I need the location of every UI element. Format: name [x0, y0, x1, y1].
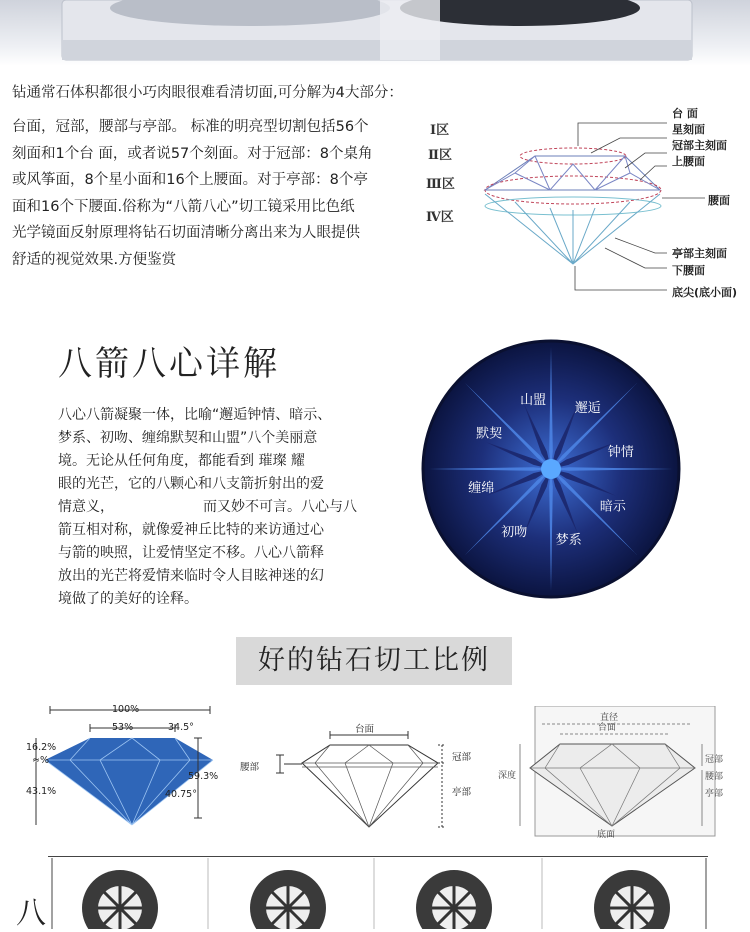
outline-label-crown: 冠部 — [452, 752, 472, 763]
blue-label-crown-angle: 34.5° — [168, 722, 194, 733]
intro-line: 舒适的视觉效果.方便鉴赏 — [12, 251, 177, 268]
hearts-image-3 — [416, 870, 492, 929]
circle-word: 缠绵 — [468, 480, 495, 496]
facet-label-star: 星刻面 — [672, 123, 705, 136]
sketch-label-crown: 冠部 — [705, 755, 724, 765]
circle-word: 梦系 — [555, 532, 582, 548]
paragraph-line: 梦系、初吻、缠绵默契和山盟”八个美丽意 — [58, 430, 318, 446]
zone-label-4: Ⅳ区 — [426, 210, 454, 225]
intro-heading: 钻通常石体积都很小巧肉眼很难看清切面,可分解为4大部分： — [12, 85, 403, 101]
sketch-label-culet: 底面 — [597, 830, 616, 840]
outline-label-pavilion: 亭部 — [452, 787, 472, 798]
blue-label-pavilion-depth: 43.1% — [26, 786, 57, 797]
sketch-label-pavilion: 亭部 — [705, 789, 724, 799]
facet-label-table: 台 面 — [672, 107, 698, 120]
top-photo-strip — [0, 0, 750, 66]
sketch-label-depth: 深度 — [498, 771, 517, 781]
facet-label-crown-main: 冠部主刻面 — [672, 139, 727, 152]
paragraph-line: 境。无论从任何角度，都能看到 璀璨 耀 — [58, 453, 305, 469]
blue-label-total: 100% — [112, 704, 140, 715]
sketch-label-girdle: 腰部 — [705, 772, 724, 782]
blue-label-total-depth: 59.3% — [188, 771, 219, 782]
facet-label-upper-girdle: 上腰面 — [672, 155, 705, 168]
circle-word: 邂逅 — [574, 401, 601, 417]
section-title: 八箭八心详解 — [58, 344, 280, 384]
hearts-pattern-row — [48, 858, 708, 929]
outline-label-girdle: 腰部 — [240, 762, 260, 773]
circle-word: 初吻 — [501, 524, 528, 540]
blue-diamond-diagram — [20, 700, 230, 830]
zone-label-2: Ⅱ区 — [428, 148, 452, 163]
hearts-image-2 — [250, 870, 326, 929]
hearts-image-4 — [594, 870, 670, 929]
facet-label-lower-girdle: 下腰面 — [672, 264, 705, 277]
hearts-image-1 — [82, 870, 158, 929]
intro-line: 光学镜面反射原理将钻石切面清晰分离出来为人眼提供 — [12, 225, 360, 241]
paragraph-line: 箭互相对称，就像爱神丘比特的来访通过心 — [58, 522, 324, 538]
facet-label-culet: 底尖(底小面) — [672, 286, 738, 299]
facet-label-pavilion-main: 亭部主刻面 — [672, 247, 727, 260]
circle-word: 钟情 — [607, 445, 634, 461]
blue-label-table: 53% — [112, 722, 134, 733]
intro-line: 面和16个下腰面.俗称为“八箭八心”切工镜采用比色纸 — [12, 198, 355, 215]
zone-label-3: Ⅲ区 — [426, 177, 455, 192]
intro-line: 台面，冠部，腰部与亭部。 标准的明亮型切割包括56个 — [12, 119, 369, 135]
intro-line: 或风筝面，8个星小面和16个上腰面。对于亭部：8个亭 — [12, 172, 368, 188]
sketch-label-table: 台面 — [598, 723, 617, 733]
facet-label-girdle: 腰面 — [708, 194, 730, 207]
paragraph-line: 情意义， 而又妙不可言。八心与八 — [58, 499, 358, 515]
hearts-arrows-paragraph — [58, 404, 388, 611]
paragraph-line: 眼的光芒，它的八颗心和八支箭折射出的爱 — [58, 476, 324, 492]
sketch-label-diameter: 直径 — [600, 713, 619, 723]
bottom-section-char: 八 — [16, 896, 46, 931]
proportion-banner: 好的钻石切工比例 — [236, 637, 512, 685]
intro-body — [12, 114, 422, 273]
facet-diagram — [455, 98, 750, 298]
hearts-arrows-circle — [420, 338, 682, 600]
circle-word: 默契 — [476, 426, 503, 442]
blue-label-pavilion-angle: 40.75° — [165, 789, 197, 800]
outline-label-table: 台面 — [355, 724, 375, 735]
paragraph-line: 八心八箭凝聚一体，比喻“邂逅钟情、暗示、 — [58, 407, 332, 423]
intro-line: 刻面和1个台 面，或者说57个刻面。对于冠部：8个桌角 — [12, 145, 373, 162]
display-stand-photo — [0, 0, 750, 66]
paragraph-line: 境做了的美好的诠释。 — [58, 591, 198, 607]
zone-label-1: Ⅰ区 — [430, 123, 450, 138]
circle-word: 山盟 — [520, 393, 547, 409]
paragraph-line: 放出的光芒将爱情来临时令人目眩神迷的幻 — [58, 568, 324, 584]
circle-word: 暗示 — [599, 499, 626, 515]
paragraph-line: 与箭的映照，让爱情坚定不移。八心八箭释 — [58, 545, 324, 561]
blue-label-crown-height: 16.2% — [26, 742, 57, 753]
blue-label-girdle: ≈% — [32, 755, 49, 766]
